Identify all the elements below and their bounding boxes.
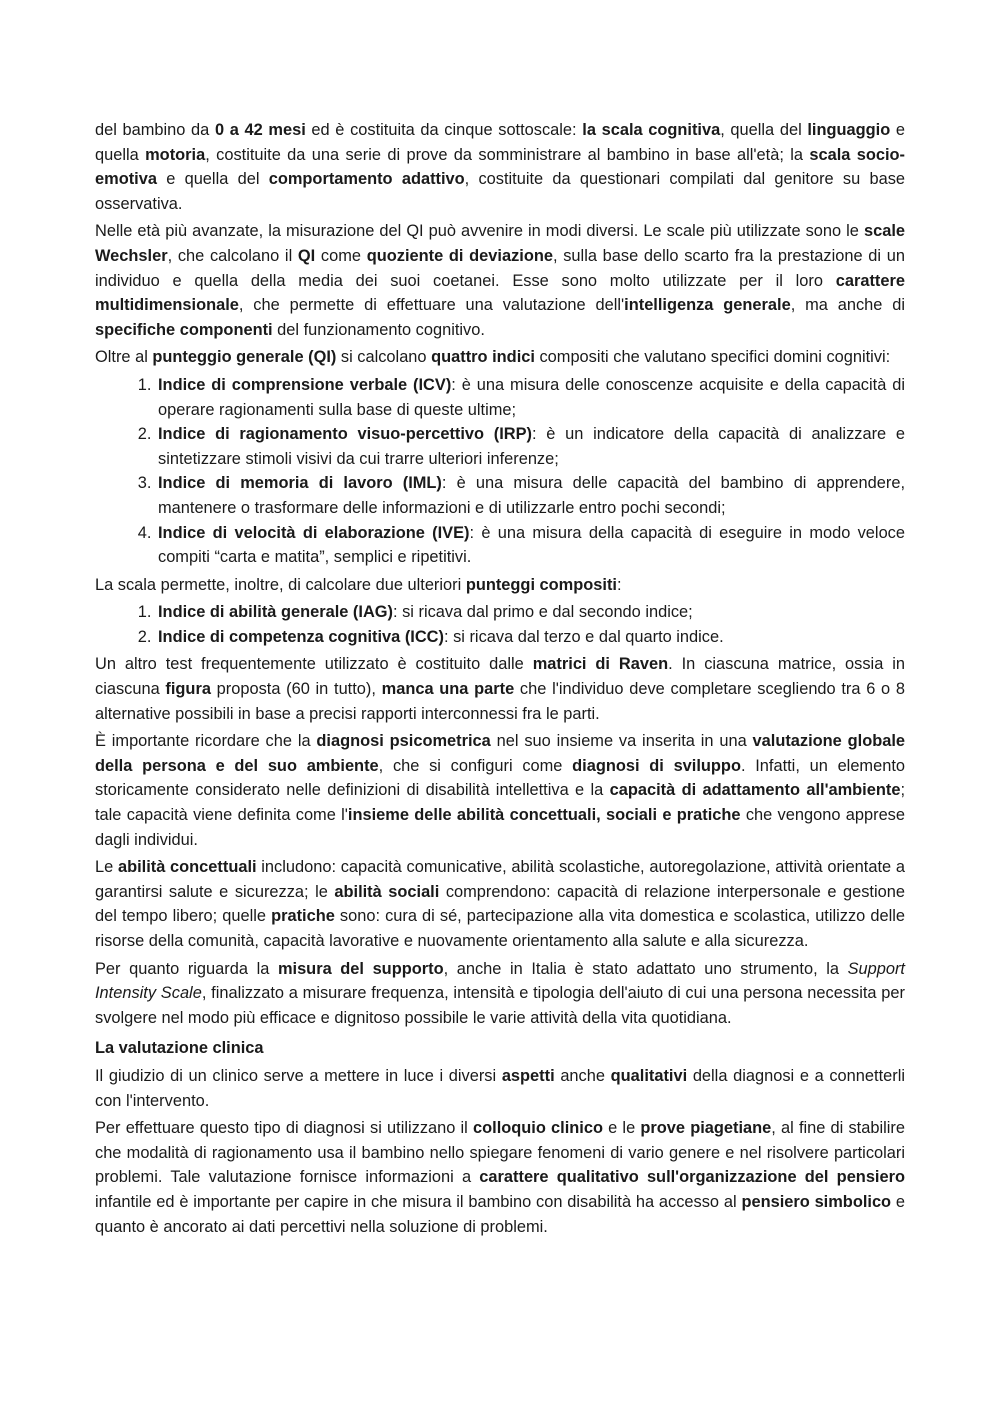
bold-text: 0 a 42 mesi — [214, 121, 306, 139]
list-item — [156, 600, 905, 625]
paragraph-wechsler-scales — [95, 219, 905, 342]
bold-text: comportamento adattivo — [268, 170, 465, 189]
bold-text: diagnosi di sviluppo — [572, 756, 741, 775]
text: . In ciascuna matrice, ossia in ciascuna — [95, 655, 906, 699]
paragraph-further-scores — [95, 573, 905, 598]
text: si calcolano — [336, 348, 432, 367]
text: compositi che valutano specifici domini cognitivi: — [534, 348, 891, 367]
bold-text: pensiero simbolico — [741, 1192, 892, 1211]
text: e quella — [95, 121, 906, 164]
text: che l'individuo deve completare scegliendo tra 6 o 8 alternative possibili in base a precisi rapporti interconnessi fra le parti. — [95, 680, 905, 723]
text: del bambino da — [95, 121, 215, 139]
bold-text: matrici di Raven — [532, 655, 669, 674]
bold-text: intelligenza generale — [624, 296, 791, 315]
text: ed è costituita da cinque sottoscale: — [305, 121, 583, 139]
text: Per quanto riguarda la — [95, 959, 278, 978]
list-item — [156, 625, 905, 650]
text: nel suo insieme va inserita in una — [490, 732, 753, 751]
list-item — [156, 373, 905, 422]
text: come — [315, 246, 367, 265]
bold-text: misura del supporto — [277, 959, 444, 978]
bold-text: manca una parte — [381, 680, 515, 699]
further-scores-list — [95, 600, 905, 649]
bold-text: Indice di comprensione verbale (ICV) — [158, 375, 452, 394]
text: È importante ricordare che la — [95, 732, 317, 751]
bold-text: qualitativi — [610, 1066, 688, 1085]
text: infantile ed è importante per capire in che misura il bambino con disabilità ha accesso al — [95, 1192, 742, 1211]
list-item — [156, 422, 905, 471]
bold-text: la scala cognitiva — [582, 121, 721, 139]
bold-text: QI — [297, 246, 316, 265]
paragraph-bayley-subscales — [95, 118, 905, 216]
text: : è una misura delle capacità del bambino di apprendere, mantenere o trasformare delle informazioni e di utilizzarle entro pochi secondi; — [158, 474, 905, 517]
bold-text: specifiche componenti — [95, 320, 273, 339]
text: della diagnosi e a connetterli con l'intervento. — [95, 1066, 905, 1110]
paragraph-abilities — [95, 855, 905, 953]
text: includono: capacità comunicative, abilità scolastiche, autoregolazione, attività orientate a garantirsi salute e sicurezza; le — [95, 858, 905, 901]
text: , sulla base dello scarto fra la prestazione di un individuo e quella della media dei suoi coetanei. Esse sono molto utilizzate per il loro — [95, 246, 905, 290]
list-item — [156, 521, 905, 570]
text: e le — [602, 1119, 641, 1138]
text: e quanto è ancorato ai dati percettivi nella soluzione di problemi. — [95, 1192, 906, 1236]
paragraph-support-measure — [95, 957, 905, 1031]
text: , che si configuri come — [378, 756, 573, 775]
bold-text: Indice di ragionamento visuo-percettivo (IRP) — [158, 425, 533, 444]
bold-text: abilità sociali — [334, 882, 440, 901]
bold-text: scala socio-emotiva — [95, 145, 905, 189]
bold-text: quattro indici — [431, 348, 535, 367]
bold-text: Indice di velocità di elaborazione (IVE) — [158, 523, 470, 542]
text: che vengono apprese dagli individui. — [95, 806, 905, 849]
bold-text: diagnosi psicometrica — [316, 732, 491, 751]
text: , costituite da una serie di prove da somministrare al bambino in base all'età; la — [205, 145, 810, 164]
bold-text: valutazione globale della persona e del suo ambiente — [95, 732, 906, 775]
text: , ma anche di — [790, 296, 905, 315]
text: e quella del — [156, 170, 269, 189]
bold-text: prove piagetiane — [640, 1119, 772, 1138]
text: : si ricava dal primo e dal secondo indice; — [392, 603, 693, 622]
document-page — [95, 118, 905, 1242]
bold-text: abilità concettuali — [117, 858, 257, 877]
bold-text: carattere multidimensionale — [95, 271, 905, 315]
italic-text: Support Intensity Scale — [95, 959, 905, 1003]
text: proposta (60 in tutto), — [210, 680, 382, 699]
text: Il giudizio di un clinico serve a mettere in luce i diversi — [95, 1066, 502, 1085]
text: del funzionamento cognitivo. — [272, 320, 485, 339]
text: La scala permette, inoltre, di calcolare due ulteriori — [95, 575, 466, 594]
text: : — [616, 575, 622, 594]
text: , costituite da questionari compilati dal genitore su base osservativa. — [95, 170, 906, 213]
bold-text: insieme delle abilità concettuali, sociali e pratiche — [347, 806, 741, 825]
paragraph-raven-matrices — [95, 652, 905, 726]
text: , che permette di effettuare una valutazione dell' — [238, 296, 625, 315]
bold-text: linguaggio — [807, 121, 891, 139]
bold-text: punteggio generale (QI) — [152, 348, 337, 367]
text: ; tale capacità viene definita come l' — [95, 781, 906, 825]
text: Per effettuare questo tipo di diagnosi si utilizzano il — [95, 1119, 474, 1138]
text: , anche in Italia è stato adattato uno strumento, la — [443, 959, 848, 978]
composite-indices-list — [95, 373, 905, 570]
text: : è una misura delle conoscenze acquisite e della capacità di operare ragionamenti sulla base di queste ultime; — [158, 375, 905, 419]
text: : è un indicatore della capacità di analizzare e sintetizzare stimoli visivi da cui trarre ulteriori inferenze; — [158, 425, 905, 468]
text: : è una misura della capacità di eseguire in modo veloce compiti “carta e matita”, semplici e ripetitivi. — [158, 523, 905, 567]
bold-text: pratiche — [271, 907, 335, 926]
bold-text: capacità di adattamento all'ambiente — [609, 781, 901, 800]
text: Un altro test frequentemente utilizzato è costituito dalle — [95, 655, 533, 674]
text: , che calcolano il — [167, 246, 298, 265]
text: , al fine di stabilire che modalità di ragionamento usa il bambino nello spiegare fenomeni di vario genere e nel risolvere particolari problemi. Tale valutazione fornisce informazioni a — [95, 1119, 905, 1187]
text: , quella del — [720, 121, 808, 139]
text: : si ricava dal terzo e dal quarto indice. — [443, 627, 724, 646]
text: sono: cura di sé, partecipazione alla vita domestica e scolastica, utilizzo delle risorse della comunità, capacità lavorative e nuovamente orientamento alla salute e alla sicurezza. — [95, 907, 905, 950]
bold-text: quoziente di deviazione — [366, 246, 553, 265]
bold-text: Indice di competenza cognitiva (ICC) — [158, 627, 444, 646]
text: comprendono: capacità di relazione interpersonale e gestione del tempo libero; quelle — [95, 882, 905, 926]
text: Nelle età più avanzate, la misurazione del QI può avvenire in modi diversi. Le scale più utilizzate sono le — [95, 222, 864, 241]
bold-text: punteggi compositi — [465, 575, 617, 594]
text: , finalizzato a misurare frequenza, intensità e tipologia dell'aiuto di cui una persona necessita per svolgere nel modo più efficace e dignitoso possibile le varie attività della vita quotidiana. — [95, 984, 905, 1027]
text: Le — [95, 858, 118, 877]
bold-text: colloquio clinico — [473, 1119, 603, 1138]
bold-text: aspetti — [501, 1066, 555, 1085]
text: Oltre al — [95, 348, 153, 367]
bold-text: Indice di abilità generale (IAG) — [158, 603, 393, 622]
bold-text: figura — [165, 680, 211, 699]
paragraph-composite-indices-intro — [95, 345, 905, 370]
text: anche — [554, 1066, 611, 1085]
section-heading: La valutazione clinica — [95, 1039, 264, 1058]
bold-text: carattere qualitativo sull'organizzazione del pensiero — [479, 1168, 905, 1187]
bold-text: Indice di memoria di lavoro (IML) — [158, 474, 442, 493]
bold-text: scale Wechsler — [95, 222, 905, 265]
paragraph-clinical-judgement — [95, 1064, 905, 1113]
paragraph-piagetian-tests — [95, 1116, 905, 1239]
text: . Infatti, un elemento storicamente considerato nelle definizioni di disabilità intellettiva e la — [95, 756, 905, 800]
bold-text: motoria — [145, 145, 206, 164]
paragraph-psychometric-diagnosis — [95, 729, 905, 852]
list-item — [156, 471, 905, 520]
